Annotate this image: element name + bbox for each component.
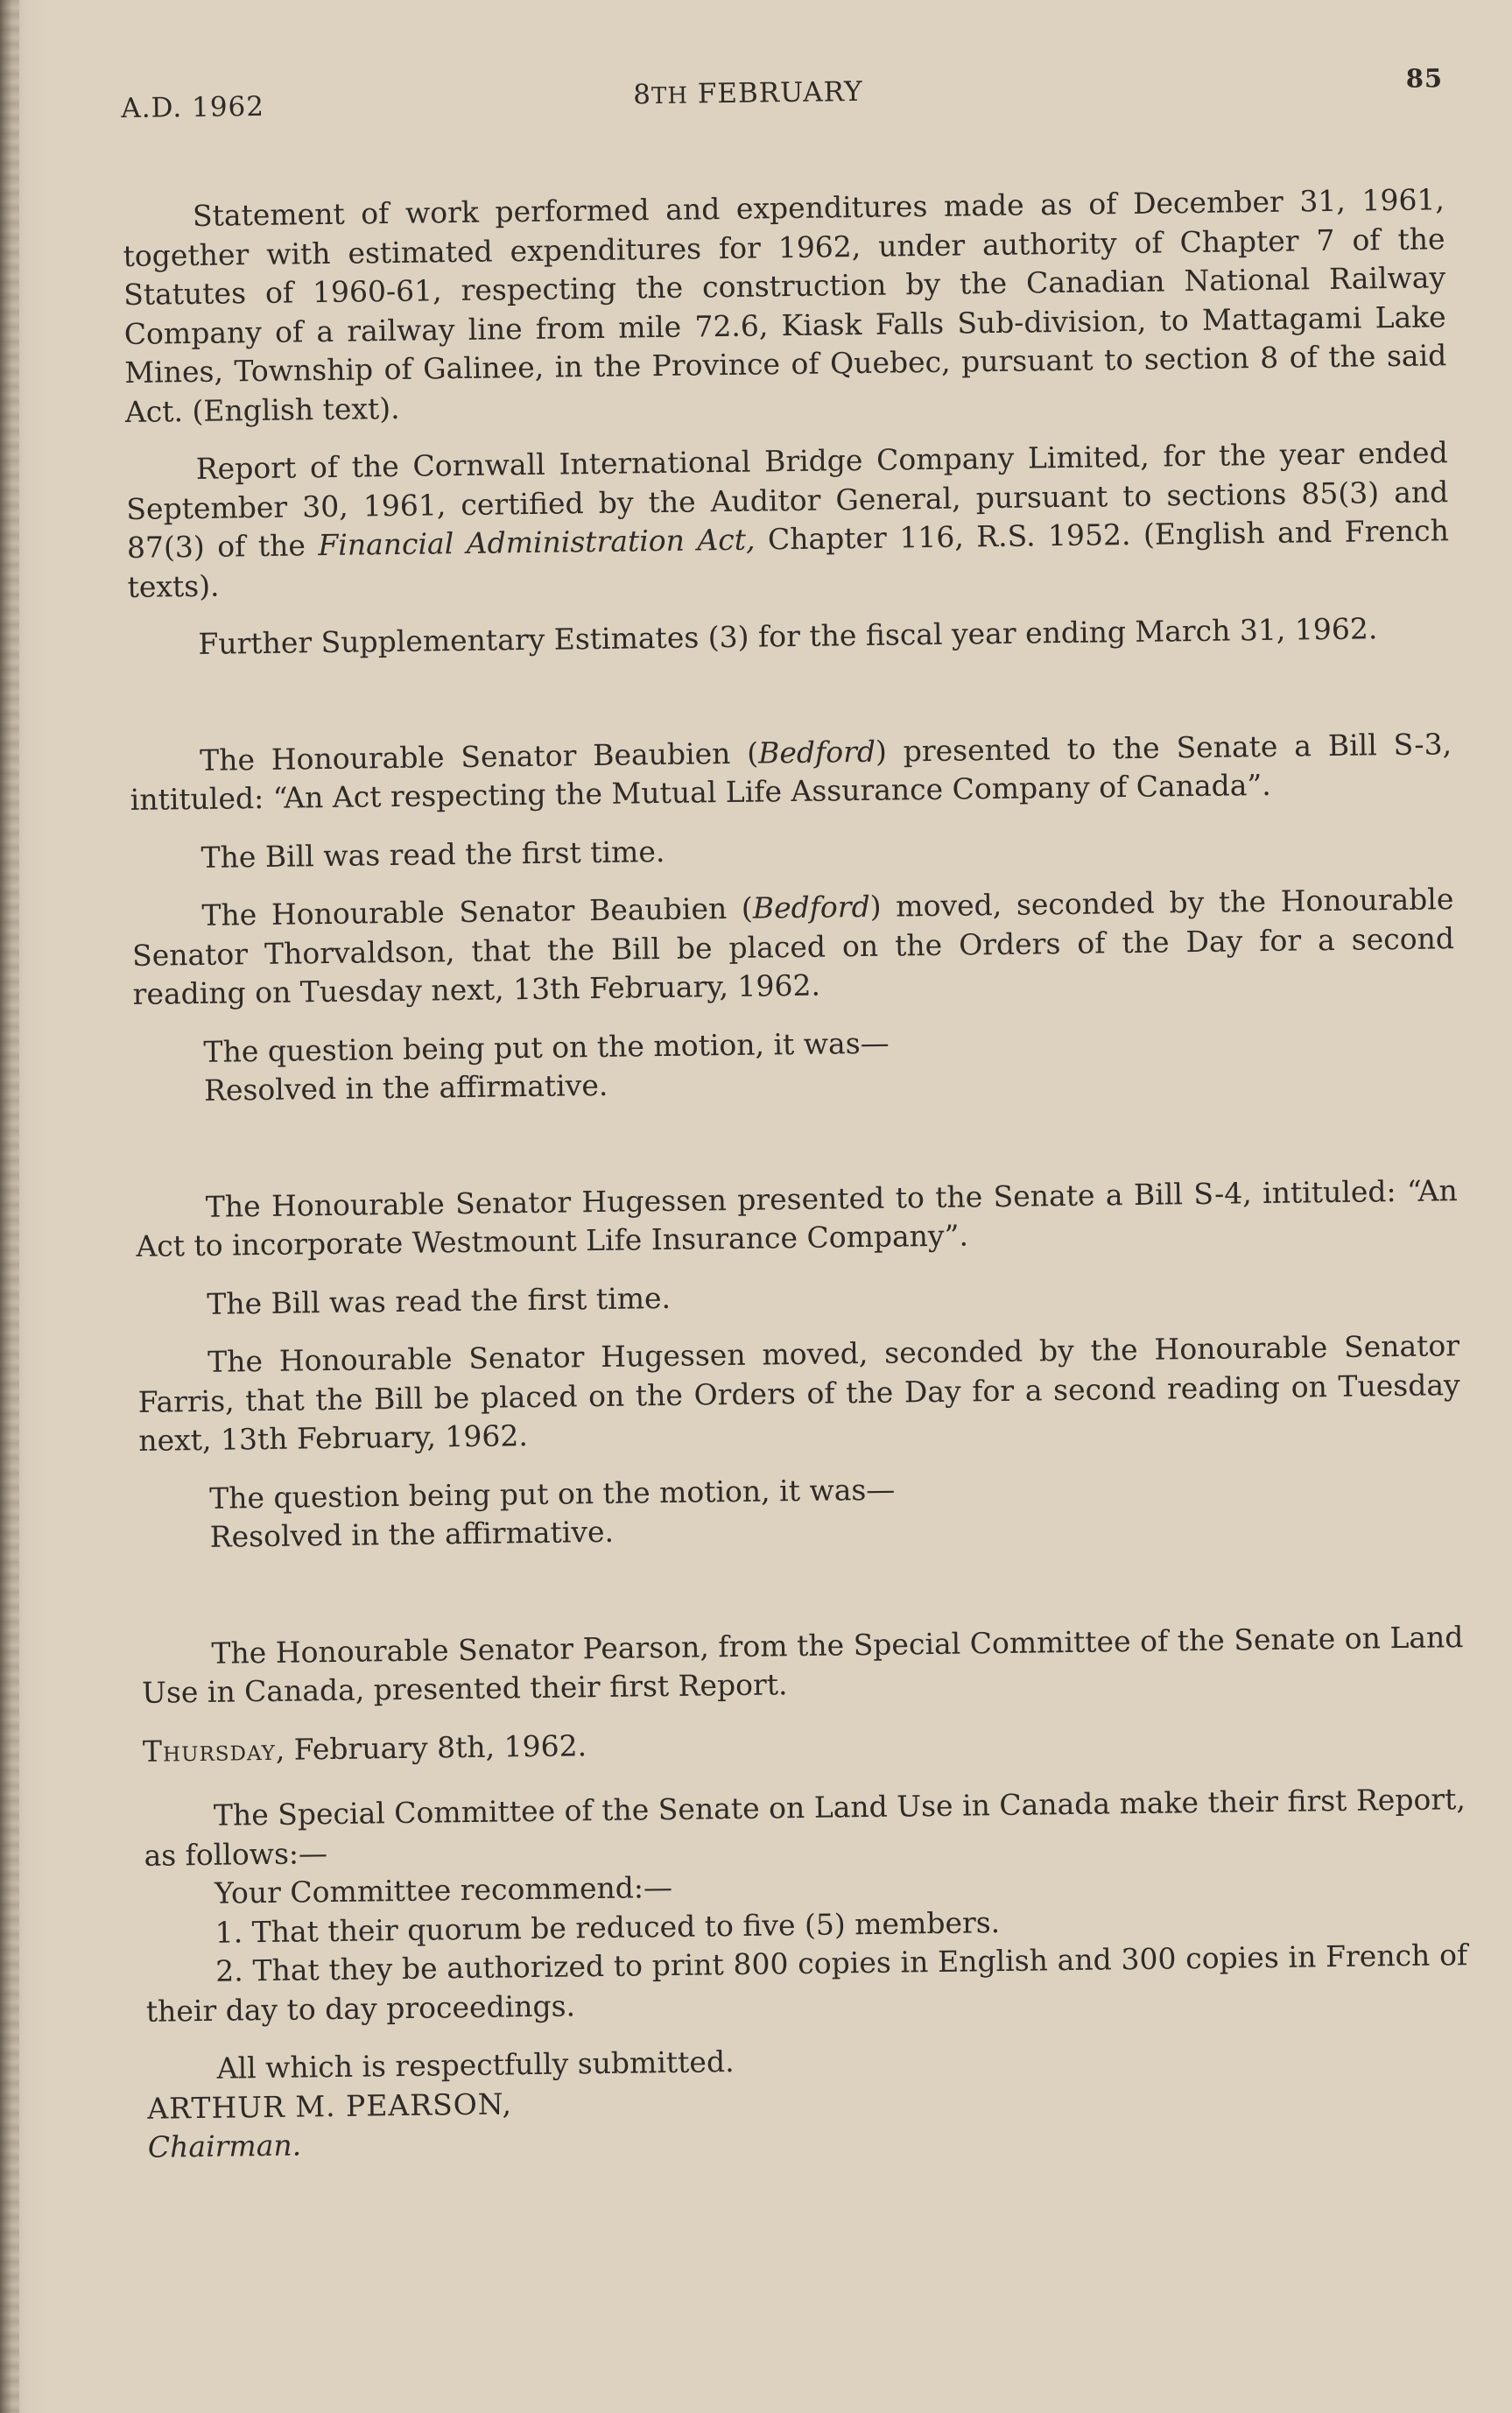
paragraph-pearson-report: The Honourable Senator Pearson, from the Special Committee of the Senate on Land Use in Canada, presented their first Report.: [141, 1619, 1464, 1710]
committee-recommend: Your Committee recommend:—: [214, 1869, 673, 1910]
header-date-month: FEBRUARY: [697, 75, 863, 110]
bill-s3-text-2: ) presented to the Senate a Bill S-3, intituled: “An Act respecting the Mutual Life Assurance Company of Canada”.: [130, 726, 1452, 817]
motion-s3-text-1: The Honourable Senator Beaubien (: [201, 890, 754, 932]
paragraph-bill-s4: The Honourable Senator Hugessen presented to the Senate a Bill S-4, intituled: “An Act to incorporate Westmount Life Insurance Company”.: [136, 1172, 1458, 1263]
page-number: 85: [1405, 63, 1444, 94]
report-date-rest: , February 8th, 1962.: [275, 1727, 587, 1767]
motion-s3-text-2: ) moved, seconded by the Honourable Senator Thorvaldson, that the Bill be placed on the Orders of the Day for a second reading on Tuesday next, 13th February, 1962.: [131, 882, 1455, 1011]
bridge-report-text-1: Report of the Cornwall International Bridge Company Limited, for the year ended September 30, 1961, certified by the Auditor General, pursuant to sections 85(3) and 87(3) of the: [126, 435, 1449, 565]
bill-s3-text-1: The Honourable Senator Beaubien (: [199, 735, 759, 777]
signature-name: ARTHUR M. PEARSON,: [147, 2086, 513, 2126]
question-put-s4: The question being put on the motion, it was—: [208, 1472, 896, 1516]
header-date: [633, 76, 863, 110]
header-date-suffix: TH: [651, 82, 689, 110]
recommendation-1: 1. That their quorum be reduced to five (5) members.: [214, 1904, 1001, 1950]
paragraph-railway-statement: Statement of work performed and expenditures made as of December 31, 1961, together with estimated expenditures for 1962, under authority of Chapter 7 of the Statutes of 1960-61, respecting the construction by the Canadian National Railway Company of a railway line from mile 72.6, Kiask Falls Sub-division, to Mattagami Lake Mines, Township of Galinee, in the Province of Quebec, pursuant to section 8 of the said Act. (English text).: [123, 182, 1447, 429]
paragraph-first-reading-s3: The Bill was read the first time.: [200, 834, 665, 875]
motion-s3-riding: Bedford: [752, 889, 870, 925]
resolved-s4: Resolved in the affirmative.: [209, 1514, 615, 1554]
submitted-line: All which is respectfully submitted.: [216, 2044, 735, 2086]
header-year: A.D. 1962: [121, 90, 265, 124]
paragraph-motion-s3: [131, 880, 1455, 1014]
bridge-report-text-2: Chapter 116, R.S. 1952. (English and French texts).: [127, 513, 1450, 604]
signature-title: Chairman.: [147, 2128, 302, 2164]
header-date-number: 8: [633, 79, 652, 111]
recommendation-2: 2. That they be authorized to print 800 copies in English and 300 copies in French of their day to day proceedings.: [145, 1938, 1468, 2029]
bill-s3-riding: Bedford: [757, 734, 876, 770]
paragraph-bridge-report: [126, 433, 1450, 607]
resolved-s3: Resolved in the affirmative.: [203, 1067, 608, 1108]
paragraph-first-reading-s4: The Bill was read the first time.: [207, 1280, 672, 1321]
question-put-s3: The question being put on the motion, it was—: [203, 1025, 890, 1069]
page-text: [121, 63, 1470, 2167]
paragraph-committee-report: The Special Committee of the Senate on Land Use in Canada make their first Report, as follows:—: [144, 1782, 1466, 1873]
act-title: Financial Administration Act,: [318, 522, 756, 563]
report-date-day: Thursday: [142, 1732, 277, 1769]
paragraph-estimates: Further Supplementary Estimates (3) for the fiscal year ending March 31, 1962.: [198, 611, 1378, 661]
paragraph-motion-s4: The Honourable Senator Hugessen moved, seconded by the Honourable Senator Farris, that the Bill be placed on the Orders of the Day for a second reading on Tuesday next, 13th February, 1962.: [137, 1328, 1460, 1458]
